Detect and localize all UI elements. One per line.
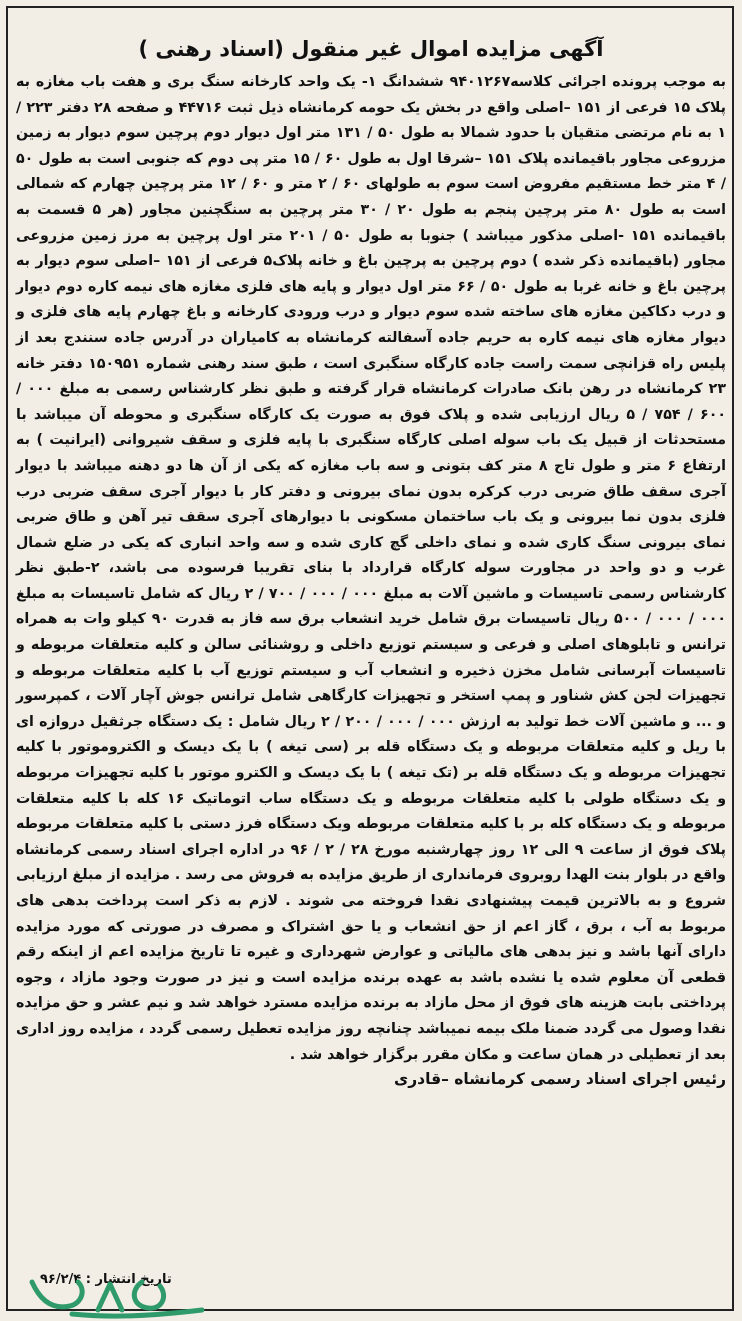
handwritten-number-mark	[12, 1270, 222, 1320]
signature-line: رئیس اجرای اسناد رسمی کرمانشاه –قادری	[394, 1070, 726, 1089]
notice-body	[16, 70, 726, 1068]
publish-date: تاریخ انتشار : ۹۶/۲/۴	[40, 1272, 172, 1287]
notice-body-text: به موجب پرونده اجرائی کلاسه۹۴۰۱۲۶۷ ششدانگ ۱- یک واحد کارخانه سنگ بری و هفت باب مغازه به پلاک ۱۵ فرعی از ۱۵۱ –اصلی واقع در بخش یک حومه کرمانشاه ذیل ثبت ۴۴۷۱۶ و صفحه ۲۸ دفتر ۲۲۳ / ۱ به نام مرتضی متقیان با حدود شمالا به طول ۵۰ / ۱۳۱ متر اول دیوار دوم پرچین سوم دیوار به زمین مزروعی مجاور باقیمانده پلاک ۱۵۱ –شرقا اول به طول ۶۰ / ۱۵ متر پی دوم که جنوبی است به طول ۵۰ / ۴ متر خط مستقیم مفروض است سوم به طولهای ۶۰ / ۲ متر و ۶۰ / ۱۲ متر پرچین چهارم که شمالی است به طول ۸۰ متر پرچین پنجم به طول ۲۰ / ۳۰ متر پرچین به سنگچنین مجاور (هر ۵ قسمت به باقیمانده ۱۵۱ -اصلی مذکور میباشد ) جنوبا به طول ۵۰ / ۲۰۱ متر اول پرچین به مرز زمین مزروعی مجاور (باقیمانده ذکر شده ) دوم پرچین به پرچین باغ و خانه پلاک۵ فرعی از ۱۵۱ –اصلی سوم دیوار به پرچین باغ و خانه غربا به طول ۵۰ / ۶۶ متر اول دیوار و پایه های فلزی مغازه های نیمه کاره دوم دیوار و درب دکاکین مغازه های ساخته شده سوم دیوار و درب ورودی کارخانه و باغ چهارم پایه های فلزی و دیوار مغازه های نیمه کاره به حریم جاده آسفالته کرمانشاه به کامیاران در آدرس جاده سنندج بعد از پلیس راه قزانچی سمت راست جاده کارگاه سنگبری است ، طبق سند رهنی شماره ۱۵۰۹۵۱ دفتر خانه ۲۳ کرمانشاه در رهن بانک صادرات کرمانشاه قرار گرفته و طبق نظر کارشناس رسمی به مبلغ ۰۰۰ / ۶۰۰ / ۷۵۴ / ۵ ریال ارزیابی شده و پلاک فوق به صورت یک کارگاه سنگبری و محوطه آن میباشد با مستحدثات از قبیل یک باب سوله اصلی کارگاه سنگبری با پایه فلزی و سقف شیروانی (ایرانیت ) به ارتفاع ۶ متر و طول تاج ۸ متر کف بتونی و سه باب مغازه که یکی از آن ها دو دهنه میباشد با دیوار آجری سقف طاق ضربی درب کرکره بدون نمای بیرونی و دفتر کار با دیوار آجری سقف ضربی درب فلزی بدون نما بیرونی و یک باب ساختمان مسکونی با دیوارهای آجری سقف تیر آهن و طاق ضربی نمای بیرونی سنگ کاری شده و نمای داخلی گچ کاری شده و سه واحد انباری که یکی در ضلع شمال غرب و دو واحد در مجاورت سوله کارگاه قرارداد با بنای تقریبا فرسوده می باشد، ۲-طبق نظر کارشناس رسمی تاسیسات و ماشین آلات به مبلغ ۰۰۰ / ۰۰۰ / ۷۰۰ / ۲ ریال که شامل تاسیسات به مبلغ ۰۰۰ / ۰۰۰ / ۵۰۰ ریال تاسیسات برق شامل خرید انشعاب برق سه فاز به قدرت ۹۰ کیلو وات به همراه ترانس و تابلوهای اصلی و فرعی و سیستم توزیع داخلی و روشنائی سالن و کلیه متعلقات مربوطه و تاسیسات آبرسانی شامل مخزن ذخیره و انشعاب آب و سیستم توزیع آب با کلیه متعلقات مربوطه و تجهیزات لجن کش شناور و پمپ استخر و تجهیزات کارگاهی شامل ترانس جوش آچار آلات ، کمپرسور و ... و ماشین آلات خط تولید به ارزش ۰۰۰ / ۰۰۰ / ۲۰۰ / ۲ ریال شامل : یک دستگاه جرثقیل دروازه ای با ریل و کلیه متعلقات مربوطه و یک دستگاه قله بر (سی تیغه ) با یک دیسک و الکتروموتور با کلیه تجهیزات مربوطه و یک دستگاه قله بر (تک تیغه ) با یک دیسک و الکترو موتور با کلیه تجهیزات مربوطه و یک دستگاه طولی با کلیه متعلقات مربوطه و یک دستگاه ساب اتوماتیک ۱۶ کله با کلیه متعلقات مربوطه و یک دستگاه کله بر با کلیه متعلقات مربوطه ویک دستگاه فرز دستی با کلیه متعلقات مربوطه پلاک فوق از ساعت ۹ الی ۱۲ روز چهارشنبه مورخ ۲۸ / ۲ / ۹۶ در اداره اجرای اسناد رسمی کرمانشاه واقع در بلوار بنت الهدا روبروی فرمانداری از طریق مزایده به فروش می رسد . مزایده از مبلغ ارزیابی شروع و به بالاترین قیمت پیشنهادی نقدا فروخته می شوند . لازم به ذکر است پرداخت بدهی های مربوط به آب ، برق ، گاز اعم از حق انشعاب و یا حق اشتراک و مصرف در صورتی که مورد مزایده دارای آنها باشد و نیز بدهی های مالیاتی و عوارض شهرداری و غیره تا تاریخ مزایده اعم از اینکه رقم قطعی آن معلوم شده یا نشده باشد به عهده برنده مزایده است و نیز در صورت وجود مازاد ، وجوه پرداختی بابت هزینه های فوق از محل مازاد به برنده مزایده مسترد خواهد شد و نیم عشر و حق مزایده نقدا وصول می گردد ضمنا ملک بیمه نمیباشد چنانچه روز مزایده تعطیل رسمی گردد ، مزایده روز اداری بعد از تعطیلی در همان ساعت و مکان مقرر برگزار خواهد شد .	[16, 74, 727, 1063]
notice-title: آگهی مزایده اموال غیر منقول (اسناد رهنی )	[138, 37, 604, 61]
notice-document	[16, 12, 726, 1312]
